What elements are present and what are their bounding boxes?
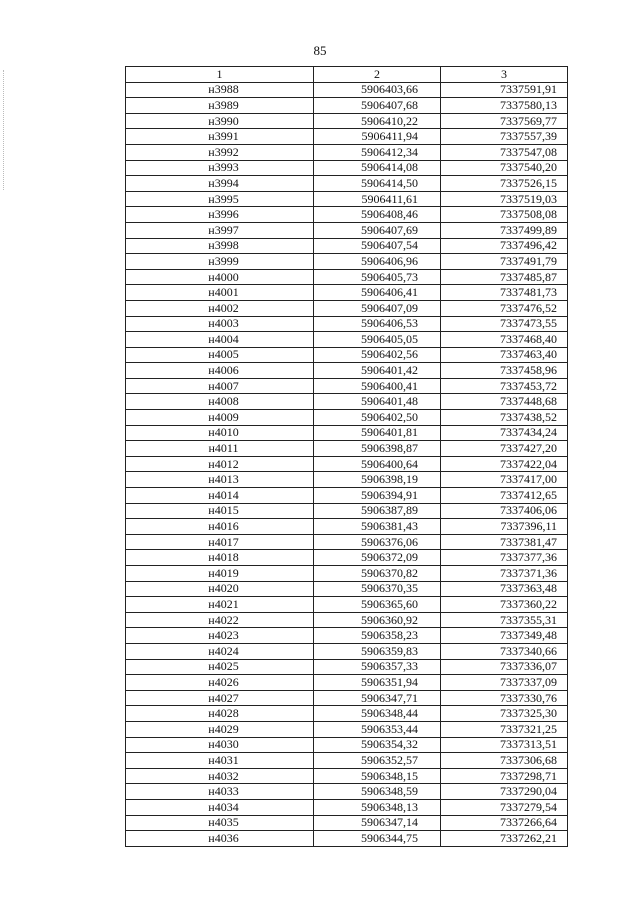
y-coordinate-cell: 7337279,54 [441,799,568,815]
table-row [126,254,568,270]
table-row [126,82,568,98]
point-name-cell: н4016 [126,519,314,535]
point-name-cell: н4008 [126,394,314,410]
point-name-cell: н4022 [126,612,314,628]
point-name-cell: н3990 [126,113,314,129]
point-name-cell: н4031 [126,753,314,769]
table-row [126,706,568,722]
x-coordinate-cell: 5906408,46 [314,207,441,223]
point-name-cell: н3988 [126,82,314,98]
point-name-cell: н4029 [126,721,314,737]
point-name-cell: н3989 [126,98,314,114]
x-coordinate-cell: 5906401,48 [314,394,441,410]
point-name-cell: н4011 [126,441,314,457]
y-coordinate-cell: 7337422,04 [441,456,568,472]
x-coordinate-cell: 5906376,06 [314,534,441,550]
y-coordinate-cell: 7337298,71 [441,768,568,784]
x-coordinate-cell: 5906398,19 [314,472,441,488]
x-coordinate-cell: 5906359,83 [314,643,441,659]
point-name-cell: н3998 [126,238,314,254]
table-row [126,441,568,457]
y-coordinate-cell: 7337476,52 [441,300,568,316]
y-coordinate-cell: 7337381,47 [441,534,568,550]
table-row [126,113,568,129]
coordinates-table [125,66,568,847]
table-row [126,394,568,410]
x-coordinate-cell: 5906357,33 [314,659,441,675]
y-coordinate-cell: 7337580,13 [441,98,568,114]
x-coordinate-cell: 5906401,81 [314,425,441,441]
table-row [126,566,568,582]
table-row [126,425,568,441]
table-row [126,612,568,628]
y-coordinate-cell: 7337336,07 [441,659,568,675]
table-row [126,799,568,815]
table-row [126,581,568,597]
x-coordinate-cell: 5906372,09 [314,550,441,566]
y-coordinate-cell: 7337473,55 [441,316,568,332]
x-coordinate-cell: 5906400,41 [314,378,441,394]
x-coordinate-cell: 5906405,05 [314,332,441,348]
margin-scan-marks [3,70,6,190]
point-name-cell: н4015 [126,503,314,519]
x-coordinate-cell: 5906360,92 [314,612,441,628]
y-coordinate-cell: 7337453,72 [441,378,568,394]
y-coordinate-cell: 7337330,76 [441,690,568,706]
table-row [126,316,568,332]
x-coordinate-cell: 5906354,32 [314,737,441,753]
point-name-cell: н4006 [126,363,314,379]
y-coordinate-cell: 7337485,87 [441,269,568,285]
x-coordinate-cell: 5906407,69 [314,222,441,238]
x-coordinate-cell: 5906387,89 [314,503,441,519]
table-row [126,347,568,363]
table-row [126,285,568,301]
table-row [126,300,568,316]
point-name-cell: н4019 [126,566,314,582]
point-name-cell: н4001 [126,285,314,301]
x-coordinate-cell: 5906358,23 [314,628,441,644]
y-coordinate-cell: 7337569,77 [441,113,568,129]
table-row [126,472,568,488]
point-name-cell: н3992 [126,144,314,160]
table-row [126,222,568,238]
x-coordinate-cell: 5906411,61 [314,191,441,207]
y-coordinate-cell: 7337468,40 [441,332,568,348]
column-header-3: 3 [441,67,568,83]
table-row [126,238,568,254]
point-name-cell: н4013 [126,472,314,488]
point-name-cell: н4002 [126,300,314,316]
point-name-cell: н4024 [126,643,314,659]
x-coordinate-cell: 5906353,44 [314,721,441,737]
x-coordinate-cell: 5906402,56 [314,347,441,363]
y-coordinate-cell: 7337262,21 [441,831,568,847]
table-row [126,628,568,644]
x-coordinate-cell: 5906347,71 [314,690,441,706]
y-coordinate-cell: 7337448,68 [441,394,568,410]
y-coordinate-cell: 7337434,24 [441,425,568,441]
column-header-2: 2 [314,67,441,83]
y-coordinate-cell: 7337349,48 [441,628,568,644]
y-coordinate-cell: 7337526,15 [441,176,568,192]
y-coordinate-cell: 7337340,66 [441,643,568,659]
table-row [126,675,568,691]
x-coordinate-cell: 5906344,75 [314,831,441,847]
table-row [126,191,568,207]
x-coordinate-cell: 5906407,68 [314,98,441,114]
y-coordinate-cell: 7337496,42 [441,238,568,254]
table-row [126,410,568,426]
table-row [126,534,568,550]
table-row [126,784,568,800]
table-row [126,363,568,379]
point-name-cell: н4018 [126,550,314,566]
y-coordinate-cell: 7337458,96 [441,363,568,379]
y-coordinate-cell: 7337290,04 [441,784,568,800]
column-header-1: 1 [126,67,314,83]
point-name-cell: н4003 [126,316,314,332]
y-coordinate-cell: 7337427,20 [441,441,568,457]
x-coordinate-cell: 5906402,50 [314,410,441,426]
point-name-cell: н4030 [126,737,314,753]
table-body [126,82,568,846]
table-row [126,753,568,769]
y-coordinate-cell: 7337438,52 [441,410,568,426]
y-coordinate-cell: 7337371,36 [441,566,568,582]
y-coordinate-cell: 7337481,73 [441,285,568,301]
table-row [126,144,568,160]
point-name-cell: н4000 [126,269,314,285]
y-coordinate-cell: 7337363,48 [441,581,568,597]
point-name-cell: н4026 [126,675,314,691]
point-name-cell: н4035 [126,815,314,831]
table-row [126,737,568,753]
table-row [126,129,568,145]
x-coordinate-cell: 5906398,87 [314,441,441,457]
y-coordinate-cell: 7337266,64 [441,815,568,831]
x-coordinate-cell: 5906400,64 [314,456,441,472]
point-name-cell: н3997 [126,222,314,238]
x-coordinate-cell: 5906407,54 [314,238,441,254]
x-coordinate-cell: 5906370,35 [314,581,441,597]
x-coordinate-cell: 5906381,43 [314,519,441,535]
table-row [126,690,568,706]
x-coordinate-cell: 5906414,50 [314,176,441,192]
y-coordinate-cell: 7337321,25 [441,721,568,737]
point-name-cell: н4025 [126,659,314,675]
x-coordinate-cell: 5906347,14 [314,815,441,831]
table-row [126,269,568,285]
table-row [126,176,568,192]
point-name-cell: н4007 [126,378,314,394]
y-coordinate-cell: 7337406,06 [441,503,568,519]
point-name-cell: н4033 [126,784,314,800]
point-name-cell: н3993 [126,160,314,176]
page-number: 85 [313,43,327,58]
point-name-cell: н4014 [126,488,314,504]
y-coordinate-cell: 7337557,39 [441,129,568,145]
point-name-cell: н3995 [126,191,314,207]
x-coordinate-cell: 5906406,53 [314,316,441,332]
table-row [126,768,568,784]
point-name-cell: н4017 [126,534,314,550]
table-row [126,643,568,659]
point-name-cell: н4023 [126,628,314,644]
table-row [126,721,568,737]
table-row [126,378,568,394]
y-coordinate-cell: 7337540,20 [441,160,568,176]
table-row [126,207,568,223]
x-coordinate-cell: 5906348,59 [314,784,441,800]
x-coordinate-cell: 5906348,13 [314,799,441,815]
table-row [126,332,568,348]
point-name-cell: н4036 [126,831,314,847]
point-name-cell: н4004 [126,332,314,348]
table-row [126,659,568,675]
table-row [126,160,568,176]
table-header-row [126,67,568,83]
x-coordinate-cell: 5906406,96 [314,254,441,270]
y-coordinate-cell: 7337519,03 [441,191,568,207]
x-coordinate-cell: 5906411,94 [314,129,441,145]
y-coordinate-cell: 7337499,89 [441,222,568,238]
x-coordinate-cell: 5906365,60 [314,597,441,613]
table-row [126,815,568,831]
table-row [126,98,568,114]
x-coordinate-cell: 5906412,34 [314,144,441,160]
y-coordinate-cell: 7337306,68 [441,753,568,769]
x-coordinate-cell: 5906401,42 [314,363,441,379]
point-name-cell: н4027 [126,690,314,706]
y-coordinate-cell: 7337591,91 [441,82,568,98]
y-coordinate-cell: 7337325,30 [441,706,568,722]
table-row [126,519,568,535]
x-coordinate-cell: 5906406,41 [314,285,441,301]
x-coordinate-cell: 5906348,44 [314,706,441,722]
point-name-cell: н4020 [126,581,314,597]
point-name-cell: н3994 [126,176,314,192]
y-coordinate-cell: 7337396,11 [441,519,568,535]
y-coordinate-cell: 7337412,65 [441,488,568,504]
point-name-cell: н3999 [126,254,314,270]
point-name-cell: н4032 [126,768,314,784]
x-coordinate-cell: 5906394,91 [314,488,441,504]
table-row [126,597,568,613]
y-coordinate-cell: 7337313,51 [441,737,568,753]
table-row [126,503,568,519]
point-name-cell: н3991 [126,129,314,145]
point-name-cell: н4005 [126,347,314,363]
y-coordinate-cell: 7337360,22 [441,597,568,613]
y-coordinate-cell: 7337377,36 [441,550,568,566]
x-coordinate-cell: 5906407,09 [314,300,441,316]
point-name-cell: н4021 [126,597,314,613]
point-name-cell: н3996 [126,207,314,223]
y-coordinate-cell: 7337337,09 [441,675,568,691]
y-coordinate-cell: 7337508,08 [441,207,568,223]
x-coordinate-cell: 5906405,73 [314,269,441,285]
table-row [126,456,568,472]
point-name-cell: н4010 [126,425,314,441]
table-row [126,488,568,504]
x-coordinate-cell: 5906410,22 [314,113,441,129]
table-row [126,831,568,847]
point-name-cell: н4009 [126,410,314,426]
point-name-cell: н4012 [126,456,314,472]
y-coordinate-cell: 7337547,08 [441,144,568,160]
y-coordinate-cell: 7337491,79 [441,254,568,270]
x-coordinate-cell: 5906414,08 [314,160,441,176]
x-coordinate-cell: 5906351,94 [314,675,441,691]
x-coordinate-cell: 5906352,57 [314,753,441,769]
point-name-cell: н4028 [126,706,314,722]
y-coordinate-cell: 7337463,40 [441,347,568,363]
point-name-cell: н4034 [126,799,314,815]
y-coordinate-cell: 7337417,00 [441,472,568,488]
table-row [126,550,568,566]
x-coordinate-cell: 5906403,66 [314,82,441,98]
y-coordinate-cell: 7337355,31 [441,612,568,628]
x-coordinate-cell: 5906370,82 [314,566,441,582]
x-coordinate-cell: 5906348,15 [314,768,441,784]
